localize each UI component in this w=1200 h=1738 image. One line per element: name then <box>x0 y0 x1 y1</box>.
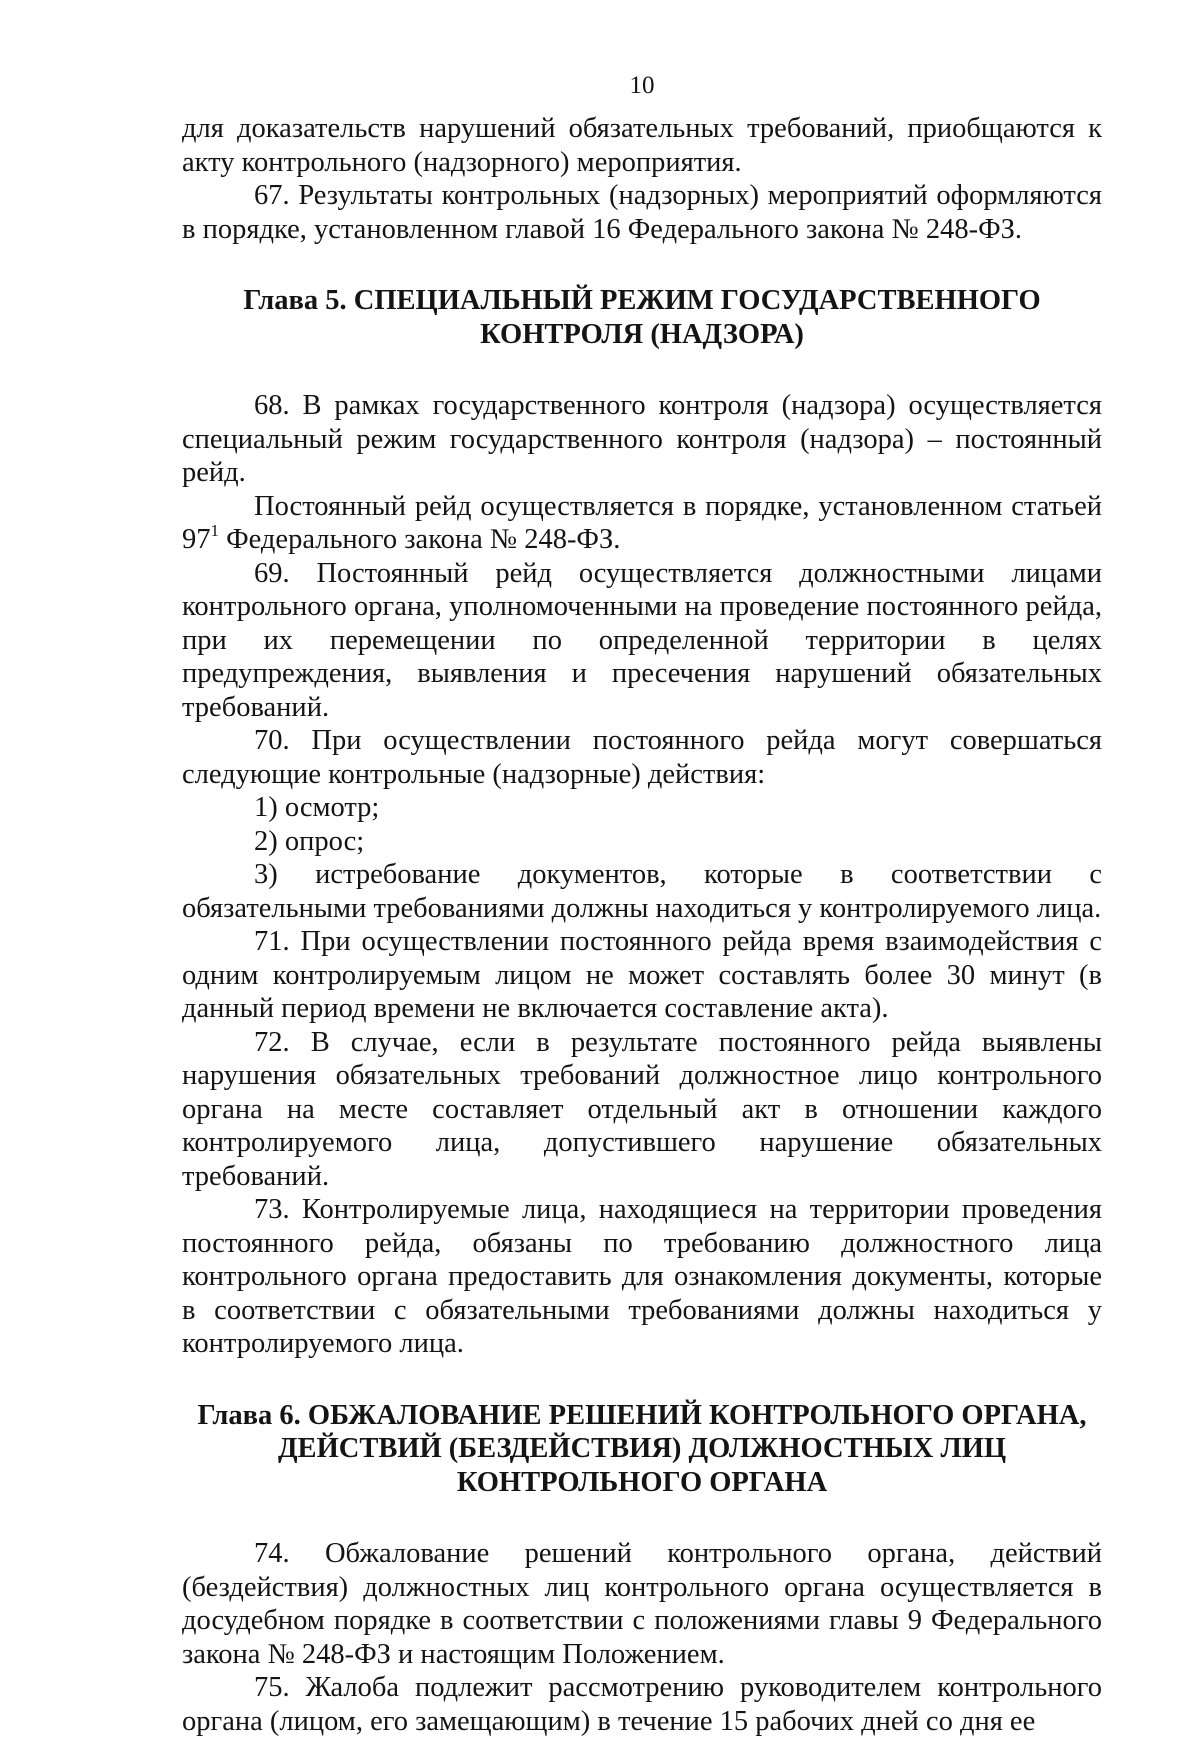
paragraph-continuation: для доказательств нарушений обязательных требований, приобщаются к акту контрольного (надзорного) мероприятия. <box>182 113 1102 178</box>
paragraph-70: 70. При осуществлении постоянного рейда могут совершаться следующие контрольные (надзорные) действия: <box>182 725 1102 790</box>
paragraph-68: 68. В рамках государственного контроля (надзора) осуществляется специальный режим государственного контроля (надзора) – постоянный рейд. <box>182 390 1102 488</box>
paragraph-68-continuation-tail: Федерального закона № 248-ФЗ. <box>219 524 621 555</box>
paragraph-73: 73. Контролируемые лица, находящиеся на территории проведения постоянного рейда, обязаны по требованию должностного лица контрольного органа предоставить для ознакомления документы, которые в соответствии с обязательными требованиями должны находиться у контролируемого лица. <box>182 1194 1102 1359</box>
chapter-5-heading <box>182 284 1102 351</box>
list-item-1: 1) осмотр; <box>254 792 380 823</box>
paragraph-75: 75. Жалоба подлежит рассмотрению руководителем контрольного органа (лицом, его замещающим) в течение 15 рабочих дней со дня ее <box>182 1672 1102 1737</box>
paragraph-68-continuation-text: Постоянный рейд осуществляется в порядке, установленном статьей 97 <box>182 490 1102 555</box>
spacer <box>182 246 1102 284</box>
chapter-5-heading-line-2: КОНТРОЛЯ (НАДЗОРА) <box>480 318 804 350</box>
paragraph-68-continuation <box>182 490 1102 557</box>
paragraph-67: 67. Результаты контрольных (надзорных) мероприятий оформляются в порядке, установленном главой 16 Федерального закона № 248-ФЗ. <box>182 180 1102 245</box>
chapter-6-heading-line-2: ДЕЙСТВИЙ (БЕЗДЕЙСТВИЯ) ДОЛЖНОСТНЫХ ЛИЦ <box>277 1433 1007 1464</box>
spacer <box>182 1361 1102 1399</box>
chapter-6-heading <box>182 1399 1102 1500</box>
page-number: 10 <box>629 72 655 99</box>
chapter-6-heading-line-1: Глава 6. ОБЖАЛОВАНИЕ РЕШЕНИЙ КОНТРОЛЬНОГО ОРГАНА, <box>197 1399 1087 1431</box>
spacer <box>182 351 1102 389</box>
paragraph-72: 72. В случае, если в результате постоянного рейда выявлены нарушения обязательных требований должностное лицо контрольного органа на месте составляет отдельный акт в отношении каждого контролируемого лица, допустившего нарушение обязательных требований. <box>182 1026 1102 1192</box>
document-body <box>182 112 1102 1738</box>
chapter-6-heading-line-3: КОНТРОЛЬНОГО ОРГАНА <box>456 1466 828 1498</box>
list-item-2: 2) опрос; <box>254 825 365 857</box>
footnote-superscript: 1 <box>210 521 219 540</box>
paragraph-69: 69. Постоянный рейд осуществляется должностными лицами контрольного органа, уполномоченными на проведение постоянного рейда, при их перемещении по определенной территории в целях предупреждения, выявления и пресечения нарушений обязательных требований. <box>182 557 1102 723</box>
chapter-5-heading-line-1: Глава 5. СПЕЦИАЛЬНЫЙ РЕЖИМ ГОСУДАРСТВЕННОГО <box>243 285 1041 316</box>
list-item-3: 3) истребование документов, которые в соответствии с обязательными требованиями должны находиться у контролируемого лица. <box>182 859 1102 924</box>
paragraph-71: 71. При осуществлении постоянного рейда время взаимодействия с одним контролируемым лицом не может составлять более 30 минут (в данный период времени не включается составление акта). <box>182 926 1102 1024</box>
paragraph-74: 74. Обжалование решений контрольного органа, действий (бездействия) должностных лиц контрольного органа осуществляется в досудебном порядке в соответствии с положениями главы 9 Федерального закона № 248-ФЗ и настоящим Положением. <box>182 1538 1102 1670</box>
spacer <box>182 1499 1102 1537</box>
